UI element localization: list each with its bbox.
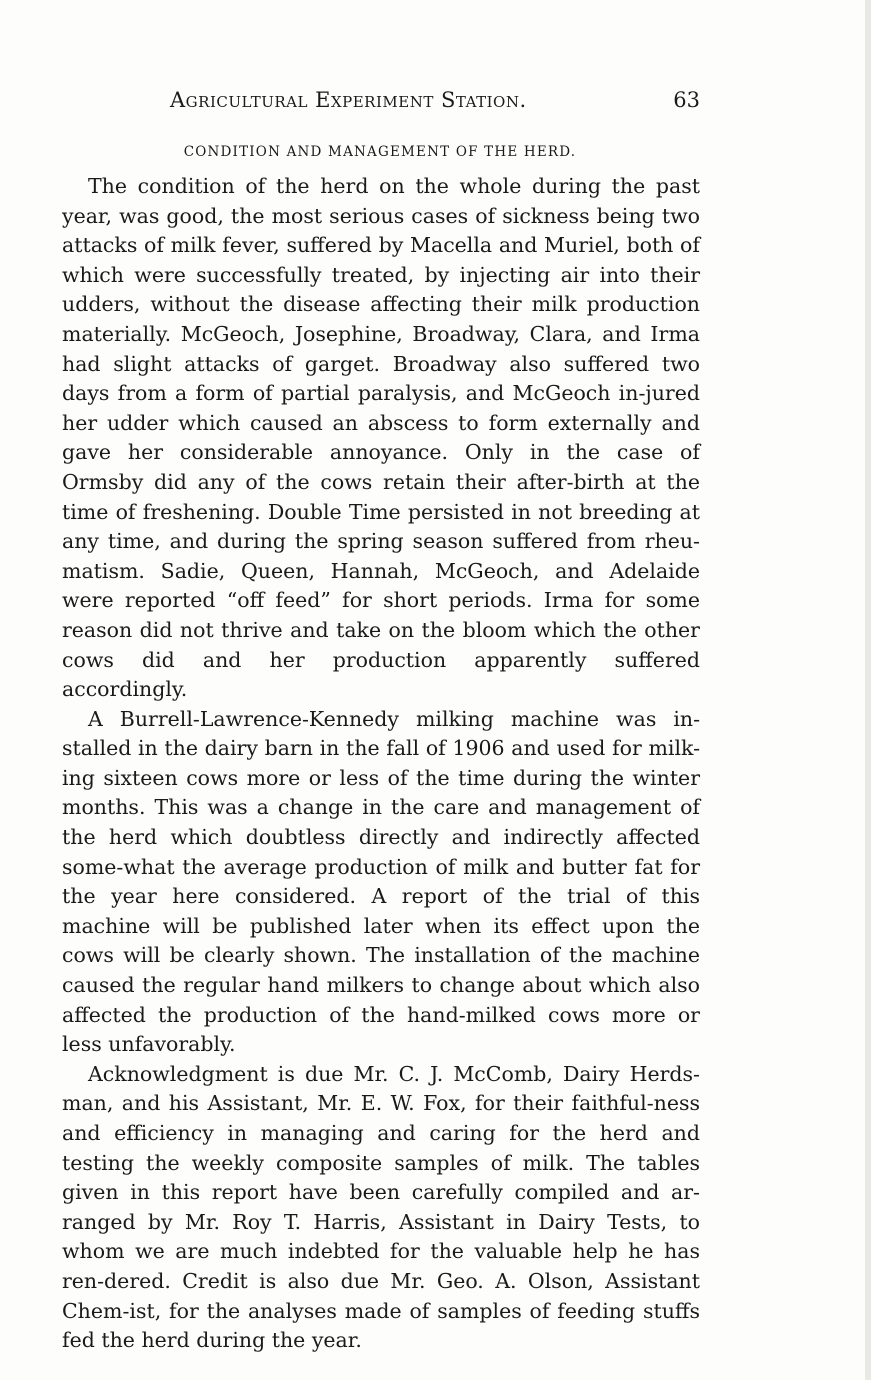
section-heading: CONDITION AND MANAGEMENT OF THE HERD. [183,144,577,160]
page-number: 63 [673,88,700,112]
body-text [62,172,700,1356]
paragraph-acknowledgment: Acknowledgment is due Mr. C. J. McComb, Dairy Herds-man, and his Assistant, Mr. E. W. Fox, for their faithful-ness and efficiency in managing and caring for the herd and testing the weekly composite samples of milk. The tables given in this report have been carefully compiled and ar-ranged by Mr. Roy T. Harris, Assistant in Dairy Tests, to whom we are much indebted for the valuable help he has ren-dered. Credit is also due Mr. Geo. A. Olson, Assistant Chem-ist, for the analyses made of samples of feeding stuffs fed the herd during the year. [62,1061,700,1353]
paragraph-milking-machine: A Burrell-Lawrence-Kennedy milking machine was in-stalled in the dairy barn in the fall of 1906 and used for milk-ing sixteen cows more or less of the time during the winter months. This was a change in the care and management of the herd which doubtless directly and indirectly affected some-what the average production of milk and butter fat for the year here considered. A report of the trial of this machine will be published later when its effect upon the cows will be clearly shown. The installation of the machine caused the regular hand milkers to change about which also affected the production of the hand-milked cows more or less unfavorably. [62,706,700,1057]
running-title: Agricultural Experiment Station. [170,88,527,112]
page-edge [865,0,871,1380]
running-head [60,88,700,122]
paragraph-herd-condition: The condition of the herd on the whole during the past year, was good, the most serious cases of sickness being two attacks of milk fever, suffered by Macella and Muriel, both of which were successfully treated, by injecting air into their udders, without the disease affecting their milk production materially. McGeoch, Josephine, Broadway, Clara, and Irma had slight attacks of garget. Broadway also suffered two days from a form of partial paralysis, and McGeoch in-jured her udder which caused an abscess to form externally and gave her considerable annoyance. Only in the case of Ormsby did any of the cows retain their after-birth at the time of freshening. Double Time persisted in not breeding at any time, and during the spring season suffered from rheu-matism. Sadie, Queen, Hannah, McGeoch, and Adelaide were reported “off feed” for short periods. Irma for some reason did not thrive and take on the bloom which the other cows did and her production apparently suffered accordingly. [62,174,700,702]
